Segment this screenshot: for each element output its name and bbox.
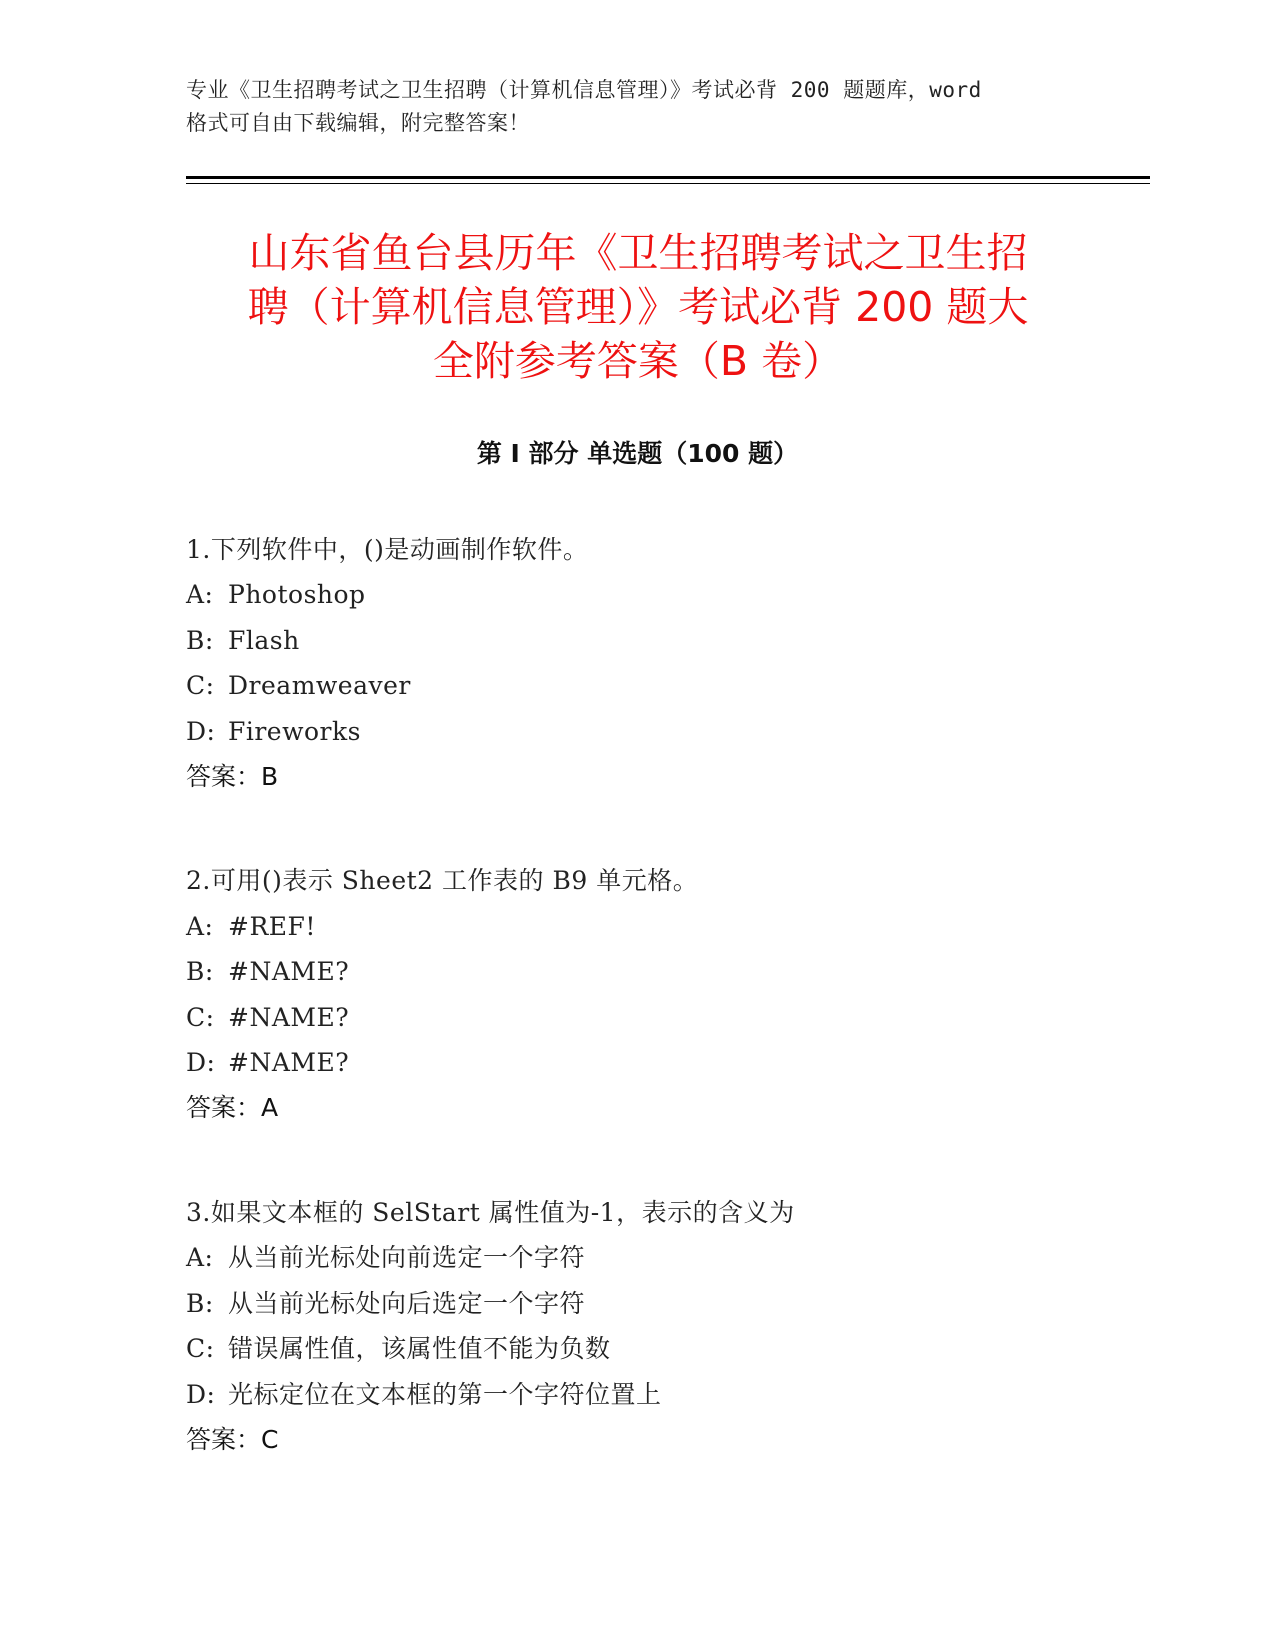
option-a [186,572,1086,617]
answer-value: C [261,1424,279,1454]
answer-line [186,1085,1086,1130]
question-stem: 1.下列软件中，()是动画制作软件。 [186,535,589,564]
option-text: #NAME? [228,1002,350,1032]
answer-label: 答案： [186,1424,262,1454]
option-text: #REF! [228,911,316,941]
document-title [186,226,1090,388]
option-c [186,663,1086,708]
answer-line [186,754,1086,799]
option-text: #NAME? [228,957,350,987]
option-key: A: [186,1243,214,1273]
option-b [186,1281,1086,1326]
question-list [186,527,1086,1521]
option-text: 光标定位在文本框的第一个字符位置上 [228,1379,662,1409]
option-b [186,618,1086,663]
option-key: D: [186,1048,216,1078]
option-key: D: [186,716,216,746]
answer-line [186,1417,1086,1462]
option-text: #NAME? [228,1048,350,1078]
answer-value: B [261,762,279,792]
option-text: 从当前光标处向后选定一个字符 [228,1288,586,1318]
answer-value: A [261,1093,279,1123]
option-d [186,709,1086,754]
option-c [186,995,1086,1040]
answer-label: 答案： [186,762,262,792]
option-key: C: [186,671,215,701]
option-text: Dreamweaver [228,671,411,701]
option-key: C: [186,1334,215,1364]
option-text: 错误属性值，该属性值不能为负数 [228,1334,611,1364]
header-rule-thick [186,176,1150,179]
option-key: C: [186,1002,215,1032]
question-stem: 3.如果文本框的 SelStart 属性值为-1，表示的含义为 [186,1197,795,1227]
title-line-2: 聘（计算机信息管理）》考试必背 200 题大 [247,283,1029,331]
answer-label: 答案： [186,1093,262,1123]
title-line-3: 全附参考答案（B 卷） [432,337,844,385]
option-text: 从当前光标处向前选定一个字符 [228,1243,586,1273]
option-key: B: [186,957,214,987]
header-note-line-2: 格式可自由下载编辑，附完整答案！ [186,111,530,135]
option-d [186,1372,1086,1417]
option-a [186,904,1086,949]
option-text: Flash [228,625,300,655]
option-b [186,949,1086,994]
option-key: B: [186,1288,214,1318]
option-c [186,1326,1086,1371]
section-title: 第 I 部分 单选题（100 题） [476,439,799,468]
option-d [186,1040,1086,1085]
header-rule-thin [186,183,1150,184]
title-line-1: 山东省鱼台县历年《卫生招聘考试之卫生招 [248,229,1028,277]
option-key: D: [186,1379,216,1409]
option-key: A: [186,580,214,610]
question-2 [186,858,1086,1130]
header-note-line-1: 专业《卫生招聘考试之卫生招聘（计算机信息管理）》考试必背 200 题题库，word [186,78,982,102]
option-text: Photoshop [228,580,366,610]
header-note [186,74,1086,140]
option-a [186,1235,1086,1280]
option-key: A: [186,911,214,941]
question-1 [186,527,1086,799]
question-3 [186,1190,1086,1462]
question-stem: 2.可用()表示 Sheet2 工作表的 B9 单元格。 [186,866,699,896]
option-text: Fireworks [228,716,361,746]
option-key: B: [186,625,214,655]
